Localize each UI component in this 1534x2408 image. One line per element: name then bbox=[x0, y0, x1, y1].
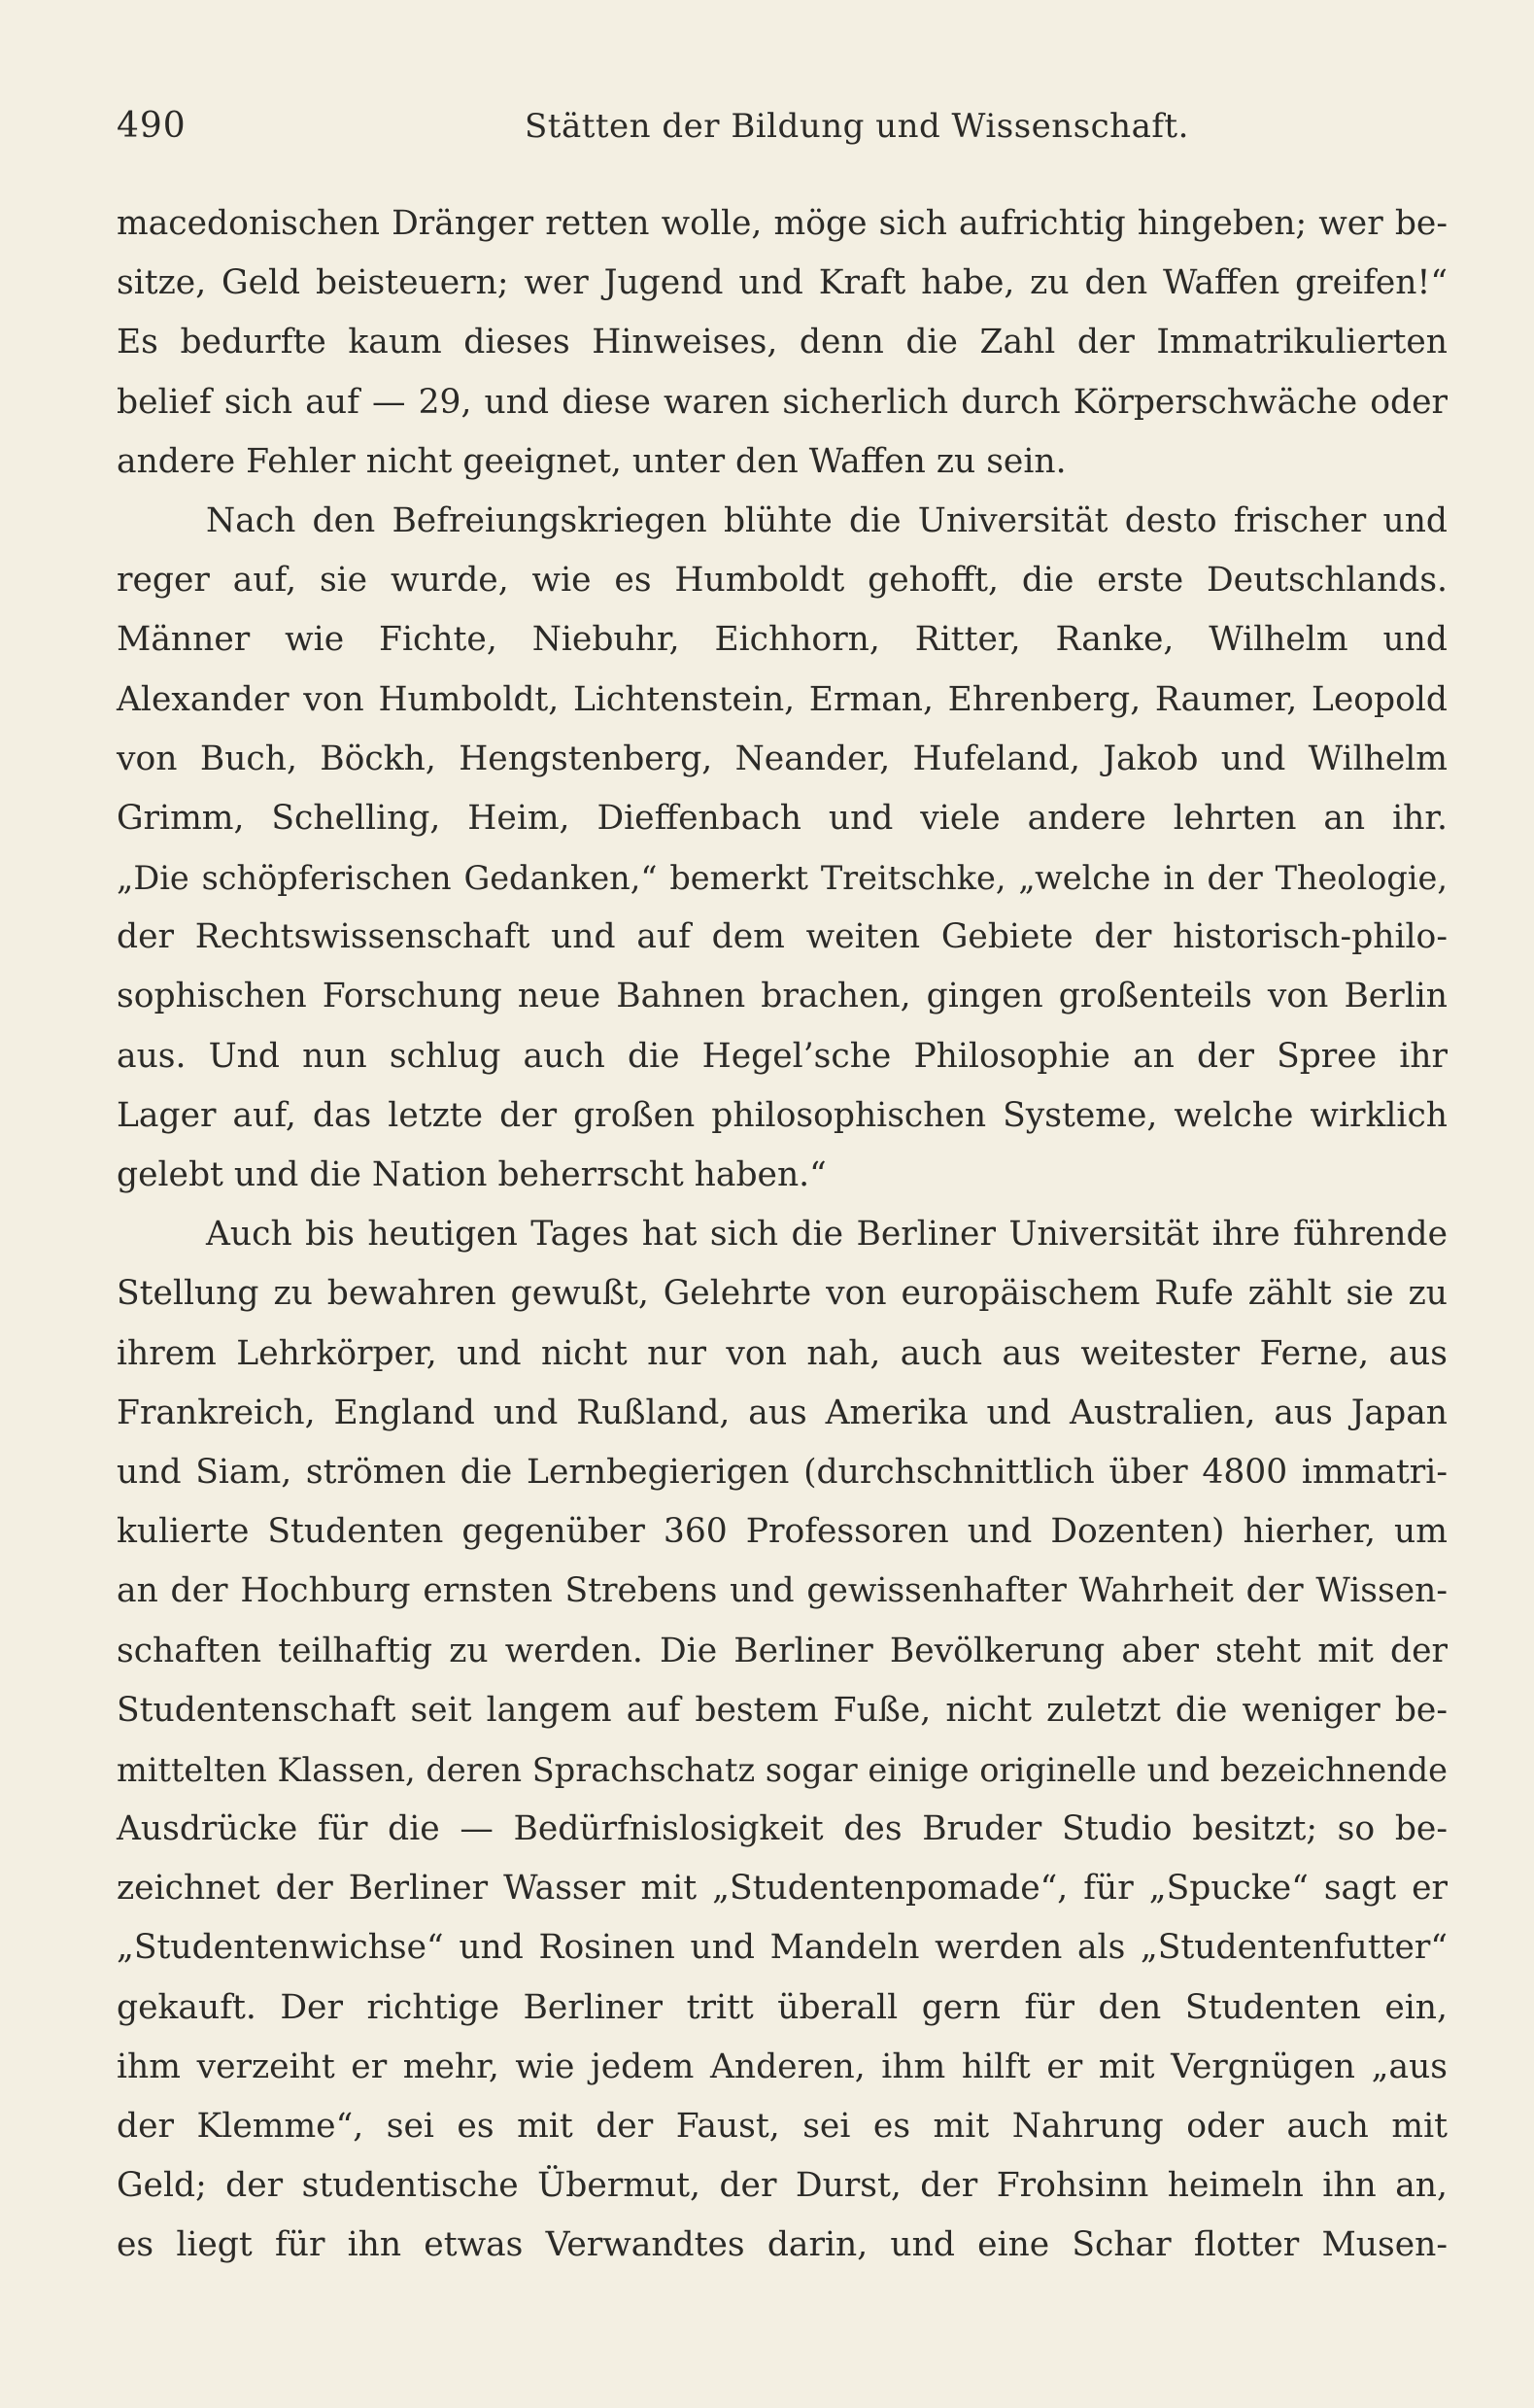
text-line: ihm verzeiht er mehr, wie jedem Anderen, ihm hilft er mit Vergnügen „aus bbox=[117, 2047, 1448, 2086]
text-line: es liegt für ihn etwas Verwandtes darin, und eine Schar flotter Musen- bbox=[117, 2225, 1448, 2265]
text-line: Studentenschaft seit langem auf bestem Fuße, nicht zuletzt die weniger be- bbox=[117, 1690, 1448, 1730]
text-line: kulierte Studenten gegenüber 360 Professoren und Dozenten) hierher, um bbox=[117, 1512, 1448, 1552]
text-line: Nach den Befreiungskriegen blühte die Universität desto frischer und bbox=[206, 500, 1448, 540]
text-line: von Buch, Böckh, Hengstenberg, Neander, Hufeland, Jakob und Wilhelm bbox=[117, 739, 1448, 778]
text-line: der Klemme“, sei es mit der Faust, sei es mit Nahrung oder auch mit bbox=[117, 2107, 1448, 2146]
text-line: Geld; der studentische Übermut, der Durst, der Frohsinn heimeln ihn an, bbox=[117, 2166, 1448, 2206]
text-line: mittelten Klassen, deren Sprachschatz sogar einige originelle und bezeichnende bbox=[117, 1750, 1448, 1789]
text-line: Männer wie Fichte, Niebuhr, Eichhorn, Ritter, Ranke, Wilhelm und bbox=[117, 620, 1448, 660]
text-line: gekauft. Der richtige Berliner tritt überall gern für den Studenten ein, bbox=[117, 1987, 1448, 2027]
text-line: aus. Und nun schlug auch die Hegel’sche Philosophie an der Spree ihr bbox=[117, 1036, 1448, 1076]
text-line: „Die schöpferischen Gedanken,“ bemerkt Treitschke, „welche in der Theologie, bbox=[117, 859, 1448, 898]
text-line: an der Hochburg ernsten Strebens und gewissenhafter Wahrheit der Wissen- bbox=[117, 1571, 1448, 1611]
text-line: ihrem Lehrkörper, und nicht nur von nah, auch aus weitester Ferne, aus bbox=[117, 1333, 1448, 1373]
text-line: gelebt und die Nation beherrscht haben.“ bbox=[117, 1155, 827, 1194]
text-line: Es bedurfte kaum dieses Hinweises, denn die Zahl der Immatrikulierten bbox=[117, 323, 1448, 362]
text-line: andere Fehler nicht geeignet, unter den Waffen zu sein. bbox=[117, 441, 1067, 481]
text-line: macedonischen Dränger retten wolle, möge sich aufrichtig hingeben; wer be- bbox=[117, 204, 1448, 243]
text-line: sophischen Forschung neue Bahnen brachen, gingen großenteils von Berlin bbox=[117, 977, 1448, 1016]
text-line: Alexander von Humboldt, Lichtenstein, Erman, Ehrenberg, Raumer, Leopold bbox=[117, 679, 1448, 719]
text-line: sitze, Geld beisteuern; wer Jugend und Kraft habe, zu den Waffen greifen!“ bbox=[117, 263, 1448, 303]
text-line: Auch bis heutigen Tages hat sich die Berliner Universität ihre führende bbox=[206, 1215, 1448, 1255]
text-line: Grimm, Schelling, Heim, Dieffenbach und viele andere lehrten an ihr. bbox=[117, 798, 1448, 838]
body-text bbox=[117, 194, 1448, 2276]
text-line: zeichnet der Berliner Wasser mit „Studentenpomade“, für „Spucke“ sagt er bbox=[117, 1869, 1448, 1909]
text-line: und Siam, strömen die Lernbegierigen (durchschnittlich über 4800 immatri- bbox=[117, 1452, 1448, 1492]
text-line: „Studentenwichse“ und Rosinen und Mandeln werden als „Studentenfutter“ bbox=[117, 1928, 1448, 1968]
page-header bbox=[117, 97, 1399, 155]
text-line: belief sich auf — 29, und diese waren sicherlich durch Körperschwäche oder bbox=[117, 382, 1448, 422]
text-line: Stellung zu bewahren gewußt, Gelehrte von europäischem Rufe zählt sie zu bbox=[117, 1274, 1448, 1314]
text-line: schaften teilhaftig zu werden. Die Berliner Bevölkerung aber steht mit der bbox=[117, 1631, 1448, 1670]
page-number: 490 bbox=[117, 106, 187, 146]
text-line: Ausdrücke für die — Bedürfnislosigkeit des Bruder Studio besitzt; so be- bbox=[117, 1809, 1448, 1849]
text-line: Frankreich, England und Rußland, aus Amerika und Australien, aus Japan bbox=[117, 1393, 1448, 1432]
text-line: reger auf, sie wurde, wie es Humboldt gehofft, die erste Deutschlands. bbox=[117, 561, 1448, 601]
text-line: der Rechtswissenschaft und auf dem weiten Gebiete der historisch-philo- bbox=[117, 917, 1448, 957]
text-line: Lager auf, das letzte der großen philosophischen Systeme, welche wirklich bbox=[117, 1095, 1448, 1135]
running-head: Stätten der Bildung und Wissenschaft. bbox=[525, 107, 1189, 146]
